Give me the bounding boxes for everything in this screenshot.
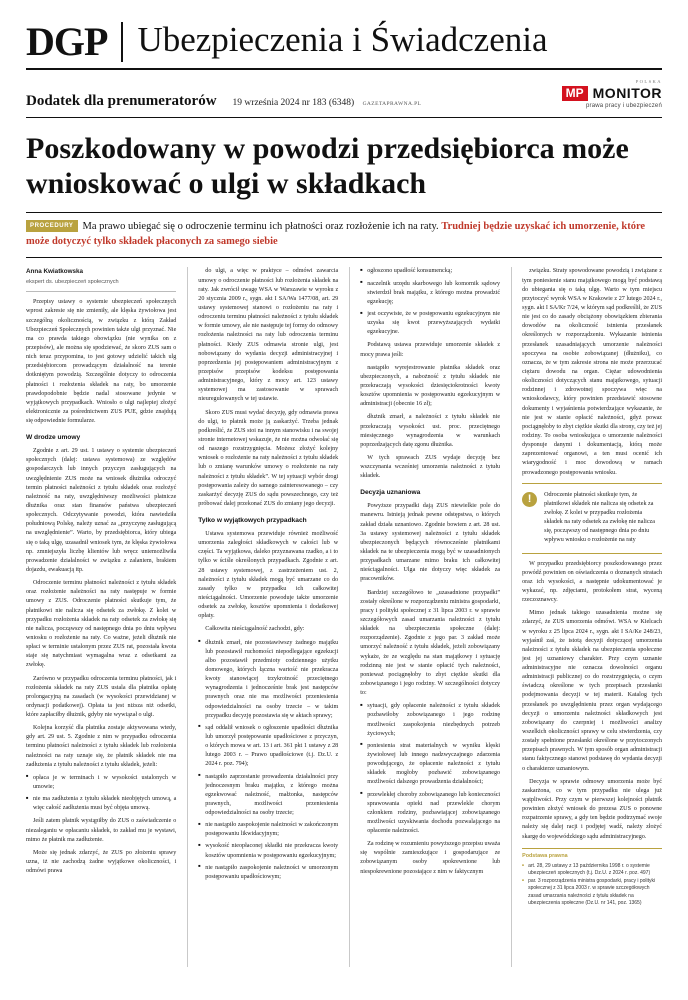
- pull-quote-text: Odroczenie płatności skutkuje tym, że płatnikowi składek nie nalicza się odsetek za zwłokę. Z kolei w przypadku rozłożenia składek na raty odsetek za zwłokę nie nalicza się, począwszy od następnego dnia po dniu wpływu wniosku o rozłożenie na raty: [544, 491, 655, 544]
- list-item: ■ sąd oddalił wniosek o ogłoszenie upadłości dłużnika lub umorzył postępowanie upadłościowe z przyczyn, o których mowa w art. 13 i art. 361 pkt 1 ustawy z 28 lutego 2003 r. – Prawo upadłościowe (t.j. Dz.U. z 2024 r. poz. 794);: [205, 724, 338, 770]
- mp-badge-icon: MP: [562, 86, 588, 101]
- bullet-list: [360, 702, 500, 836]
- lead-highlight: Trudniej będzie uzyskać ich umorzenie, które może dotyczyć tylko składek płaconych za samego siebie: [26, 220, 646, 247]
- masthead-divider: [121, 22, 123, 62]
- section-title: Ubezpieczenia i Świadczenia: [137, 20, 548, 59]
- brand-name: MONITOR: [592, 85, 662, 102]
- brand-line: [562, 86, 662, 101]
- list-item: ■ nie ma zadłużenia z tytułu składek nieobjętych umową, a więc całość zadłużenia musi być objęta umową.: [33, 795, 176, 813]
- body-paragraph: Kolejna korzyść dla płatnika zostaje aktywowana wtedy, gdy art. 29 ust. 5. Zgodnie z nim w przypadku odroczenia terminu płatności należności z tytułu składek lub rozłożenia należności na raty uznaje się, że płatnik składek nie ma zadłużenia z tytułu należności z tytułu składek, jeżeli:: [26, 725, 177, 768]
- legal-basis-title: Podstawa prawna: [522, 852, 568, 859]
- article-column: [511, 267, 662, 967]
- section-subheading: W drodze umowy: [26, 434, 81, 442]
- list-item: ■ naczelnik urzędu skarbowego lub komornik sądowy stwierdził brak majątku, z którego można prowadzić egzekucję;: [367, 280, 500, 307]
- body-paragraph: Mimo jednak takiego uzasadnienia możne się zdarzyć, że ZUS umorzenia odmówi. WSA w Kielcach w wyroku z 25 lipca 2024 r., sygn. akt I SA/Ke 248/23, wyjaśnił zaś, że istotą decyzji dotyczącej umorzenia należności z tytułu składek na ubezpieczenia społeczne jest jej uznaniowy charakter. Przy czym uznanie administracyjne nie oznacza dowolności organu administracji publicznej co do rozstrzygnięcia, o czym świadczą określone w tych przepisach przesłanki podejmowania decyzji w tej materii. Katalog tych przesłanek po uwzględnieniu przez organ wydającego decyzji o umorzeniu należności składkowych jest zobowiązany do czerpniej i możliwości analizy wszelkich okoliczności sprawy w celu stwierdzenia, czy zostały spełnione przesłanki określone w przytoczonych przepisach prawnych. W tym sposób organ administracji stanu faktycznego stanowi podstawę do wydania decyzji o charakterze uznaniowym.: [522, 610, 663, 772]
- list-item: ■ wysokość nieopłaconej składki nie przekracza kwoty kosztów upomnienia w postępowaniu egzekucyjnym;: [205, 842, 338, 860]
- body-paragraph: Za rodzinę w rozumieniu powyższego przepisu uważa się wspólnie zamieszkujące i gospodarujące ze zobowiązanym osoby spokrewnione lub niespokrewnione pozostające z nim w faktycznym: [360, 841, 501, 875]
- byline-author-name: Anna Kwiatkowska: [26, 268, 84, 276]
- legal-basis-list: [522, 863, 662, 908]
- legal-basis-item: ■ art. 28, 29 ustawy z 13 października 1998 r. o systemie ubezpieczeń społecznych (t.j. Dz.U. z 2024 r. poz. 497): [528, 863, 662, 878]
- publication-logo: DGP: [26, 19, 108, 64]
- body-paragraph: związku. Straty spowodowane powodzią i zwiążane z tym poniesienie stanu majątkowego mogą być podstawą do ubiegania się o taką ulgę. Warto w tym miejscu przytoczyć wyrok WSA w Krakowie z 27 lutego 2024 r., sygn. akt I SA/Kr 7/24, w którym sąd podkreślił, że ZUS nie jest co do zasady obciążony obowiązkiem zbierania dowodów na okoliczność istnienia przesłanek określonych w rozporządzeniu. Wykazanie istnienia przesłanek uzasadniających umorzenie należności spoczywa na osobie zobowiązanej (dłużniku), co oznacza, że w tym zakresie strona nie może przerzucać ciężaru dowodu na organ. Ciężar udowodnienia okoliczności dotyczących stanu majątkowego, sytuacji rodzinnej i zdrowotnej spoczywa więc na wnioskodawcy, który powinien przedstawić stosowne dokumenty i wyjaśnienia potwierdzające wykazanie, że nie jest w stanie opłacić należności, gdyż powaz pociągnęłoby to zbyt ciężkie skutki dla strony, czy też jej rodziny. To osoba wnioskująca o umorzenie należności dysponuje danymi i dokumentacją, którą może zaprezentować organowi, a ten musi ocenić ich wiarygodność i moc dowodową w ramach prowadzonego postępowania wniosku.: [522, 268, 663, 476]
- body-paragraph: Bardziej szczegółowo te „uzasadnione przypadki” zostały określone w rozporządzeniu ministra gospodarki, pracy i polityki społecznej z 31 lipca 2003 r. w sprawie szczegółowych zasad umarzania należności z tytułu składek na ubezpieczenia społeczne (dalej: rozporządzenie). Zgodnie z jego par. 3 zakład może umorzyć należność z tytułu składek, jeżeli zobowiązany wykaże, że ze względu na stan majątkowy i sytuację rodzinną nie jest w stanie opłacić tych należności, ponieważ pociągnęłoby to zbyt ciężkie skutki dla zobowiązanego i jego rodziny. W szczególności dotyczy to:: [360, 589, 501, 697]
- issue-date: 19 września 2024 nr 183 (6348): [232, 98, 355, 109]
- body-paragraph: Zgodnie z art. 29 ust. 1 ustawy o systemie ubezpieczeń społecznych (dalej: ustawa systemowa) ze względów gospodarczych lub innych przyczyn zasługujących na uwzględnienie ZUS może na wniosek dłużnika odroczyć termin płatności należności z tytułu składek oraz rozłożyć należność na raty, uwzględniwszy możliwości płatnicze dłużnika oraz stan finansów państwa ubezpieczeń społecznych. Odczytywanie powodzi, która nawiedziła południową Polskę, należy uznać za „przyczynę zasługującą na uwzględnienie”. Warto, by przedsiębiorca, który ubiega się o taką ulgę, uzasadnił wniosek tym, że klęska żywiołowa np. zmniejszyła liczbę klientów lub wręcz uniemożliwiła prowadzenie działalności w związku z zalaniem, brakiem dojazdu, ewakuacją itp.: [26, 448, 177, 573]
- bullet-list: [26, 774, 176, 814]
- body-paragraph: dłużnik zmarł, a należności z tytułu składek nie przekraczają wysokości ust. proc. przeciętnego miesięcznego wynagrodzenia w warunkach poprzedzających datę zgonu dłużnika.: [360, 414, 501, 448]
- body-paragraph: nastąpiło wyrejestrowanie płatnika składek oraz ubezpieczonych, a nabożność z tytułu składek nie przekraczają wysokości dziesięciokrotności kwoty kosztów upomnienia w postępowaniu egzekucyjnym w administracji (obecnie 16 zł);: [360, 364, 501, 408]
- issue-info: [233, 98, 422, 108]
- list-item: ■ opłaca je w terminach i w wysokości ustalonych w umowie;: [33, 774, 176, 792]
- body-paragraph: Odroczenie terminu płatności należności z tytułu składek oraz rozłożenie należności na raty następuje w formie umowy z ZUS. Odroczenie płatności skutkuje tym, że płatnikowi nie nalicza się odsetek za zwłokę. Z kolei w przypadku rozłożenia składek na raty odsetek za zwłokę się nie nalicza, począwszy od następnego dnia po dniu wpływu wniosku o rozłożenie na raty. Co ważne, jeżeli dłużnik nie spłaci w terminie ustalonym przez ZUS rat, pozostała kwota staje się natychmiast wymagalna wraz z odsetkami za zwłokę.: [26, 580, 177, 669]
- section-subheading: Decyzja uznaniowa: [360, 489, 421, 497]
- body-paragraph: Może się jednak zdarzyć, że ZUS po złożeniu sprawy uzna, iż nie zachodzą żadne wyjątkowe okoliczności, i odmówi prawa: [26, 849, 177, 875]
- body-paragraph: Zarówno w przypadku odroczenia terminu płatności, jak i rozłożenia składek na raty ZUS ustala dla płatnika opłatę prolongacyjną na zasadach (w wysokości przewidzianej w ordynacji podatkowej). Opłata ta jest niższa niż odsetki, które zapłaciłby dłużnik, gdyby nie wywiązał o ulgi.: [26, 675, 177, 719]
- lead-text: Ma prawo ubiegać się o odroczenie terminu ich płatności oraz rozłożenie ich na raty.: [82, 220, 439, 232]
- masthead-subrow-left: [26, 93, 421, 110]
- list-item: ■ ogłoszono upadłość konsumencką;: [367, 267, 500, 276]
- brand-tagline: prawa pracy i ubezpieczeń: [585, 103, 662, 110]
- body-paragraph: Przepisy ustawy o systemie ubezpieczeń społecznych wprost zakresie się nie zmieniły, ale klęska żywiołowa jest szczególną okolicznością, w związku z którą Zakład Ubezpieczeń Społecznych powinien także ulgi przyznać. Nie ma co prawda takiego obowiązku (nie wynika on z przepisów), ale można się spodziewać, że skoro ZUS sam o nich teraz przypomina, to jest gotowy udzielić takich ulg przedsiębiorcom prowadzącym działalność na terenie dotkniętym powodzią. Szczególnie dotyczy to odroczenia płatności i rozłożenia składek na raty, bo umorzenie prawdopodobnie będzie nadal stosowane jedynie w wyjątkowych przypadkach. Wniosło o ulgi najlepiej złożyć elektronicznie za pośrednictwem ZUS PUE, gdzie znajdują się odpowiednie formularze.: [26, 299, 177, 425]
- list-item: ■ nastąpiło zaprzestanie prowadzenia działalności przy jednoczesnym braku majątku, z którego można egzekwować należność, małżonka, następców prawnych, możliwości przeniesienia odpowiedzialności na osoby trzecie;: [205, 773, 338, 819]
- masthead-subrow: [26, 70, 662, 118]
- bullet-list: [198, 639, 338, 883]
- byline-author-role: ekspert ds. ubezpieczeń społecznych: [26, 278, 176, 292]
- body-paragraph: do ulgi, a więc w praktyce – odmówi zawarcia umowy o odroczenie płatności lub rozłożenia składek na raty. Jak zwrócił uwagę WSA w Warszawie w wyroku z 20 stycznia 2009 r., sygn. akt I SA/Wa 1477/08, art. 29 ustawy systemowej stanowi o rozłożeniu na raty i odroczeniu terminu płatności należności z tytułu składek w formie umowy, ale nie następuje tej formy do odmowy rozłożenia należności na raty lub odroczenia terminu płatności. Kiedy ZUS odmawia stronie ulgi, jest nobowiązany do wydania decyzji administracyjnej i poprzedzenia jej postępowaniem administracyjnym z przepisów przepisów kodeksu postępowania administracyjnego, który z mocy art. 123 ustawy systemowej ma zastosowanie w sprawach nieuregulowanych w tej ustawie.: [198, 268, 339, 403]
- list-item: ■ sytuacji, gdy opłacenie należności z tytułu składek pozbawiłoby zobowiązanego i jego rodzinę możliwości zaspokojenia niezbędnych potrzeb życiowych;: [367, 702, 500, 739]
- article-column: [26, 267, 176, 967]
- pull-quote: [522, 483, 662, 554]
- body-paragraph: W tych sprawach ZUS wydaje decyzję bez wszczynania wcześniej umorzenia należności z tytułu składek.: [360, 454, 501, 480]
- body-paragraph: Ustawa systemowa przewiduje również możliwość umorzenia zaległości składkowych w całości lub w części. Ta wyjątkowa, daleko przyznawana rzadko, a i to tylko w ściśle określonych przypadkach. Zgodnie z art. 28 ustawy systemowej, z zastrzeżeniem ust. 2, należności z tytułu składek mogą być umarzane co do zasady tylko w przypadku ich całkowitej nieściągalności. Umorzenie powoduje także umorzenie odsetek za zwłokę, kosztów upomnienia i dodatkowej opłaty.: [198, 530, 339, 620]
- article-column: [349, 267, 500, 967]
- legal-basis-note: [522, 848, 662, 907]
- list-item: ■ dłużnik zmarł, nie pozostawiwszy żadnego majątku lub pozostawił ruchomości niepodlegające egzekucji albo pozostawił przedmioty codziennego użytku domowego, których łączna wartość nie przekracza kwoty stanowiącej trzykrotność przeciętnego wynagrodzenia i jednocześnie brak jest następców prawnych oraz nie ma możliwości przeniesienia odpowiedzialności na osoby trzecie – w takim przypadku decyzję pozostawia się w aktach sprawy;: [205, 639, 338, 721]
- list-item: ■ przewlekłej choroby zobowiązanego lub konieczności sprawowania opieki nad przewlekle chorym członkiem rodziny, pozbawiającej zobowiązanego możliwości uzyskiwania dochodu pozwalającego na opłacenie należności.: [367, 791, 500, 837]
- body-paragraph: Powyższe przypadki dają ZUS niewielkie pole do manewru. Istnieją jednak pewne odstępstwa, o których zakład działa uznaniowo. Zgodnie bowiem z art. 28 ust. 3a ustawy systemowej należności z tytułu składek ubezpieczonych będących równocześnie płatnikami składek na te ubezpieczenia mogą być w uzasadnionych przypadkach umarzane mimo braku ich całkowitej nieściągalności. Ulga nie dotyczy więc składek za pracowników.: [360, 503, 501, 583]
- body-paragraph: Podstawą ustawa przewiduje umorzenie składek z mocy prawa jeśli:: [360, 342, 501, 358]
- body-paragraph: W przypadku przedsiębiorcy poszkodowanego przez powódź powinien on oświadczenia o doznanych stratach oraz ich wysokości, a następnie udokumentować je wykazać, np. zdjęciami, protokołem strat, wyceną rzeczoznawcy.: [522, 560, 663, 604]
- bullet-list: [360, 267, 500, 337]
- article-columns: [26, 267, 662, 967]
- list-item: ■ nie nastąpiło zaspokojenie należności w zakończonym postępowaniu likwidacyjnym;: [205, 821, 338, 839]
- article-column: [187, 267, 338, 967]
- legal-basis-item: ■ par. 3 rozporządzenia ministra gospodarki, pracy i polityki społecznej z 31 lipca 2003 r. w sprawie szczegółowych zasad umarzania należności z tytułu składek na ubezpieczenia społeczne (Dz.U. nr 141, poz. 1365): [528, 878, 662, 907]
- article-lead: [26, 212, 662, 259]
- monitor-brand: [562, 79, 662, 110]
- brand-country-label: POLSKA: [635, 79, 662, 84]
- list-item: ■ poniesienia strat materialnych w wyniku klęski żywiołowej lub innego nadzwyczajnego zdarzenia powodującego, że opłacenie należności z tytułu składek mogłoby pozbawić zobowiązanego możliwości dalszego prowadzenia działalności;: [367, 742, 500, 788]
- body-paragraph: Skoro ZUS musi wydać decyzję, gdy odmawia prawa do ulgi, to płatnik może ją zaskarżyć. Trzeba jednak podkreślić, że ZUS stoi na innym stanowisku i na swojej stronie internetowej wskazuje, że nie można odwołać się od naszego rozstrzygnięcia. Możesz złożyć kolejny wniosek o rozłożenie na raty należności z tytułu składek lub o zmianę warunków umowy o rozłożenie na raty należności z tytułu składek”. W tej sytuacji wybór drogi postępowania zależy do samego zainteresowanego – czy zaskarżyć decyzję ZUS do sądu powszechnego, czy też próbować dalej przekonać ZUS do zmiany jego decyzji.: [198, 409, 339, 507]
- supplement-label: Dodatek dla prenumeratorów: [26, 93, 217, 110]
- exclamation-icon: !: [522, 492, 537, 507]
- article-headline: Poszkodowany w powodzi przedsiębiorca może wnioskować o ulgi w składkach: [26, 132, 629, 200]
- body-paragraph: Jeśli zatem płatnik wystąpiłby do ZUS o zaświadczenie o niezaleganiu w opłacaniu składek, to zakład mu je wystawi, mimo że płatnik ma zadłużenie.: [26, 818, 177, 843]
- list-item: ■ jest oczywiste, że w postępowaniu egzekucyjnym nie uzyska się kwot przewyższających wydatki egzekucyjne.: [367, 310, 500, 337]
- body-paragraph: Decyzja w sprawie odmowy umorzenia może być zaskarżona, co w tym przypadku nie ulega już wątpliwości. Przy czym w pierwszej kolejności płatnik powinien złożyć wniosek do prezesa ZUS o ponowne rozpatrzenie sprawy, a gdy ten będzie podtrzymać swoje należy się dalej racji i podjętej wadź, należy złożyć skargę do wojewódzkiego sądu administracyjnego.: [522, 778, 663, 840]
- masthead: [26, 19, 662, 70]
- list-item: ■ nie nastąpiło zaspokojenie należności w umorzonym postępowaniu upadłościowym;: [205, 864, 338, 882]
- category-tag: PROCEDURY: [26, 220, 78, 233]
- section-subheading: Tylko w wyjątkowych przypadkach: [198, 517, 307, 525]
- body-paragraph: Całkowita nieściągalność zachodzi, gdy:: [205, 626, 305, 633]
- issue-website: GAZETAPRAWNA.PL: [362, 101, 422, 108]
